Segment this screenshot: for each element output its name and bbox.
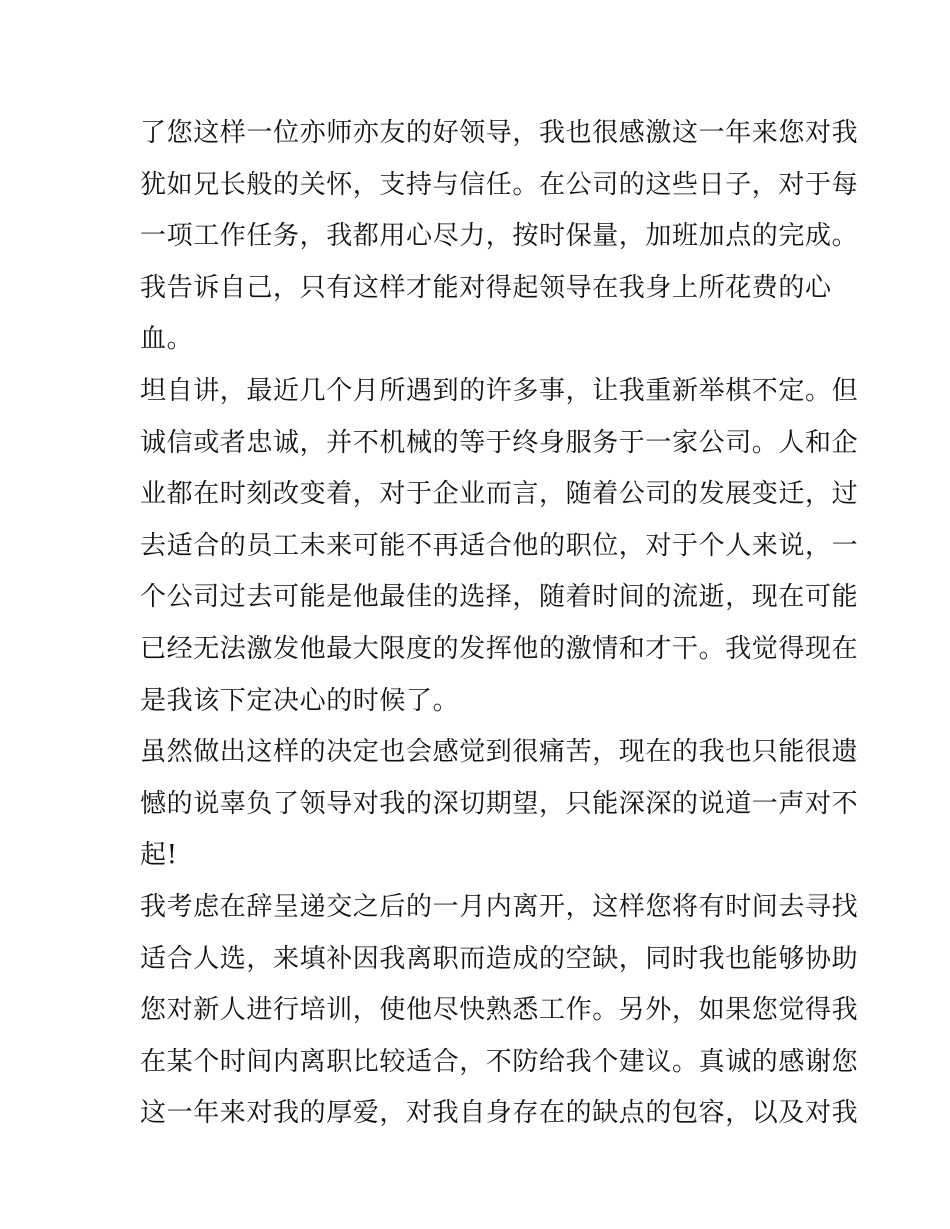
text-line: 我告诉自己，只有这样才能对得起领导在我身上所花费的心 [140, 272, 832, 303]
text-line: 您对新人进行培训，使他尽快熟悉工作。另外，如果您觉得我 [140, 995, 859, 1026]
text-line: 憾的说辜负了领导对我的深切期望，只能深深的说道一声对不 [140, 788, 859, 819]
text-line: 血。 [140, 324, 194, 355]
text-line: 已经无法激发他最大限度的发挥他的激情和才干。我觉得现在 [140, 633, 859, 664]
text-line: 是我该下定决心的时候了。 [140, 685, 460, 716]
text-line: 适合人选，来填补因我离职而造成的空缺，同时我也能够协助 [140, 943, 859, 974]
text-line: 个公司过去可能是他最佳的选择，随着时间的流逝，现在可能 [140, 582, 859, 613]
text-line: 犹如兄长般的关怀，支持与信任。在公司的这些日子，对于每 [140, 169, 859, 200]
text-line: 这一年来对我的厚爱，对我自身存在的缺点的包容，以及对我 [140, 1098, 859, 1129]
document-body [140, 108, 859, 1140]
text-line: 虽然做出这样的决定也会感觉到很痛苦，现在的我也只能很遗 [140, 737, 859, 768]
text-line: 坦自讲，最近几个月所遇到的许多事，让我重新举棋不定。但 [140, 375, 859, 406]
text-line: 我考虑在辞呈递交之后的一月内离开，这样您将有时间去寻找 [140, 891, 859, 922]
text-line: 去适合的员工未来可能不再适合他的职位，对于个人来说，一 [140, 530, 859, 561]
text-line: 了您这样一位亦师亦友的好领导，我也很感激这一年来您对我 [140, 118, 859, 148]
text-line: 业都在时刻改变着，对于企业而言，随着公司的发展变迁，过 [140, 479, 859, 510]
text-line: 起! [140, 840, 178, 871]
text-line: 在某个时间内离职比较适合，不防给我个建议。真诚的感谢您 [140, 1046, 859, 1077]
text-line: 诚信或者忠诚，并不机械的等于终身服务于一家公司。人和企 [140, 427, 859, 458]
text-line: 一项工作任务，我都用心尽力，按时保量，加班加点的完成。 [140, 221, 859, 252]
